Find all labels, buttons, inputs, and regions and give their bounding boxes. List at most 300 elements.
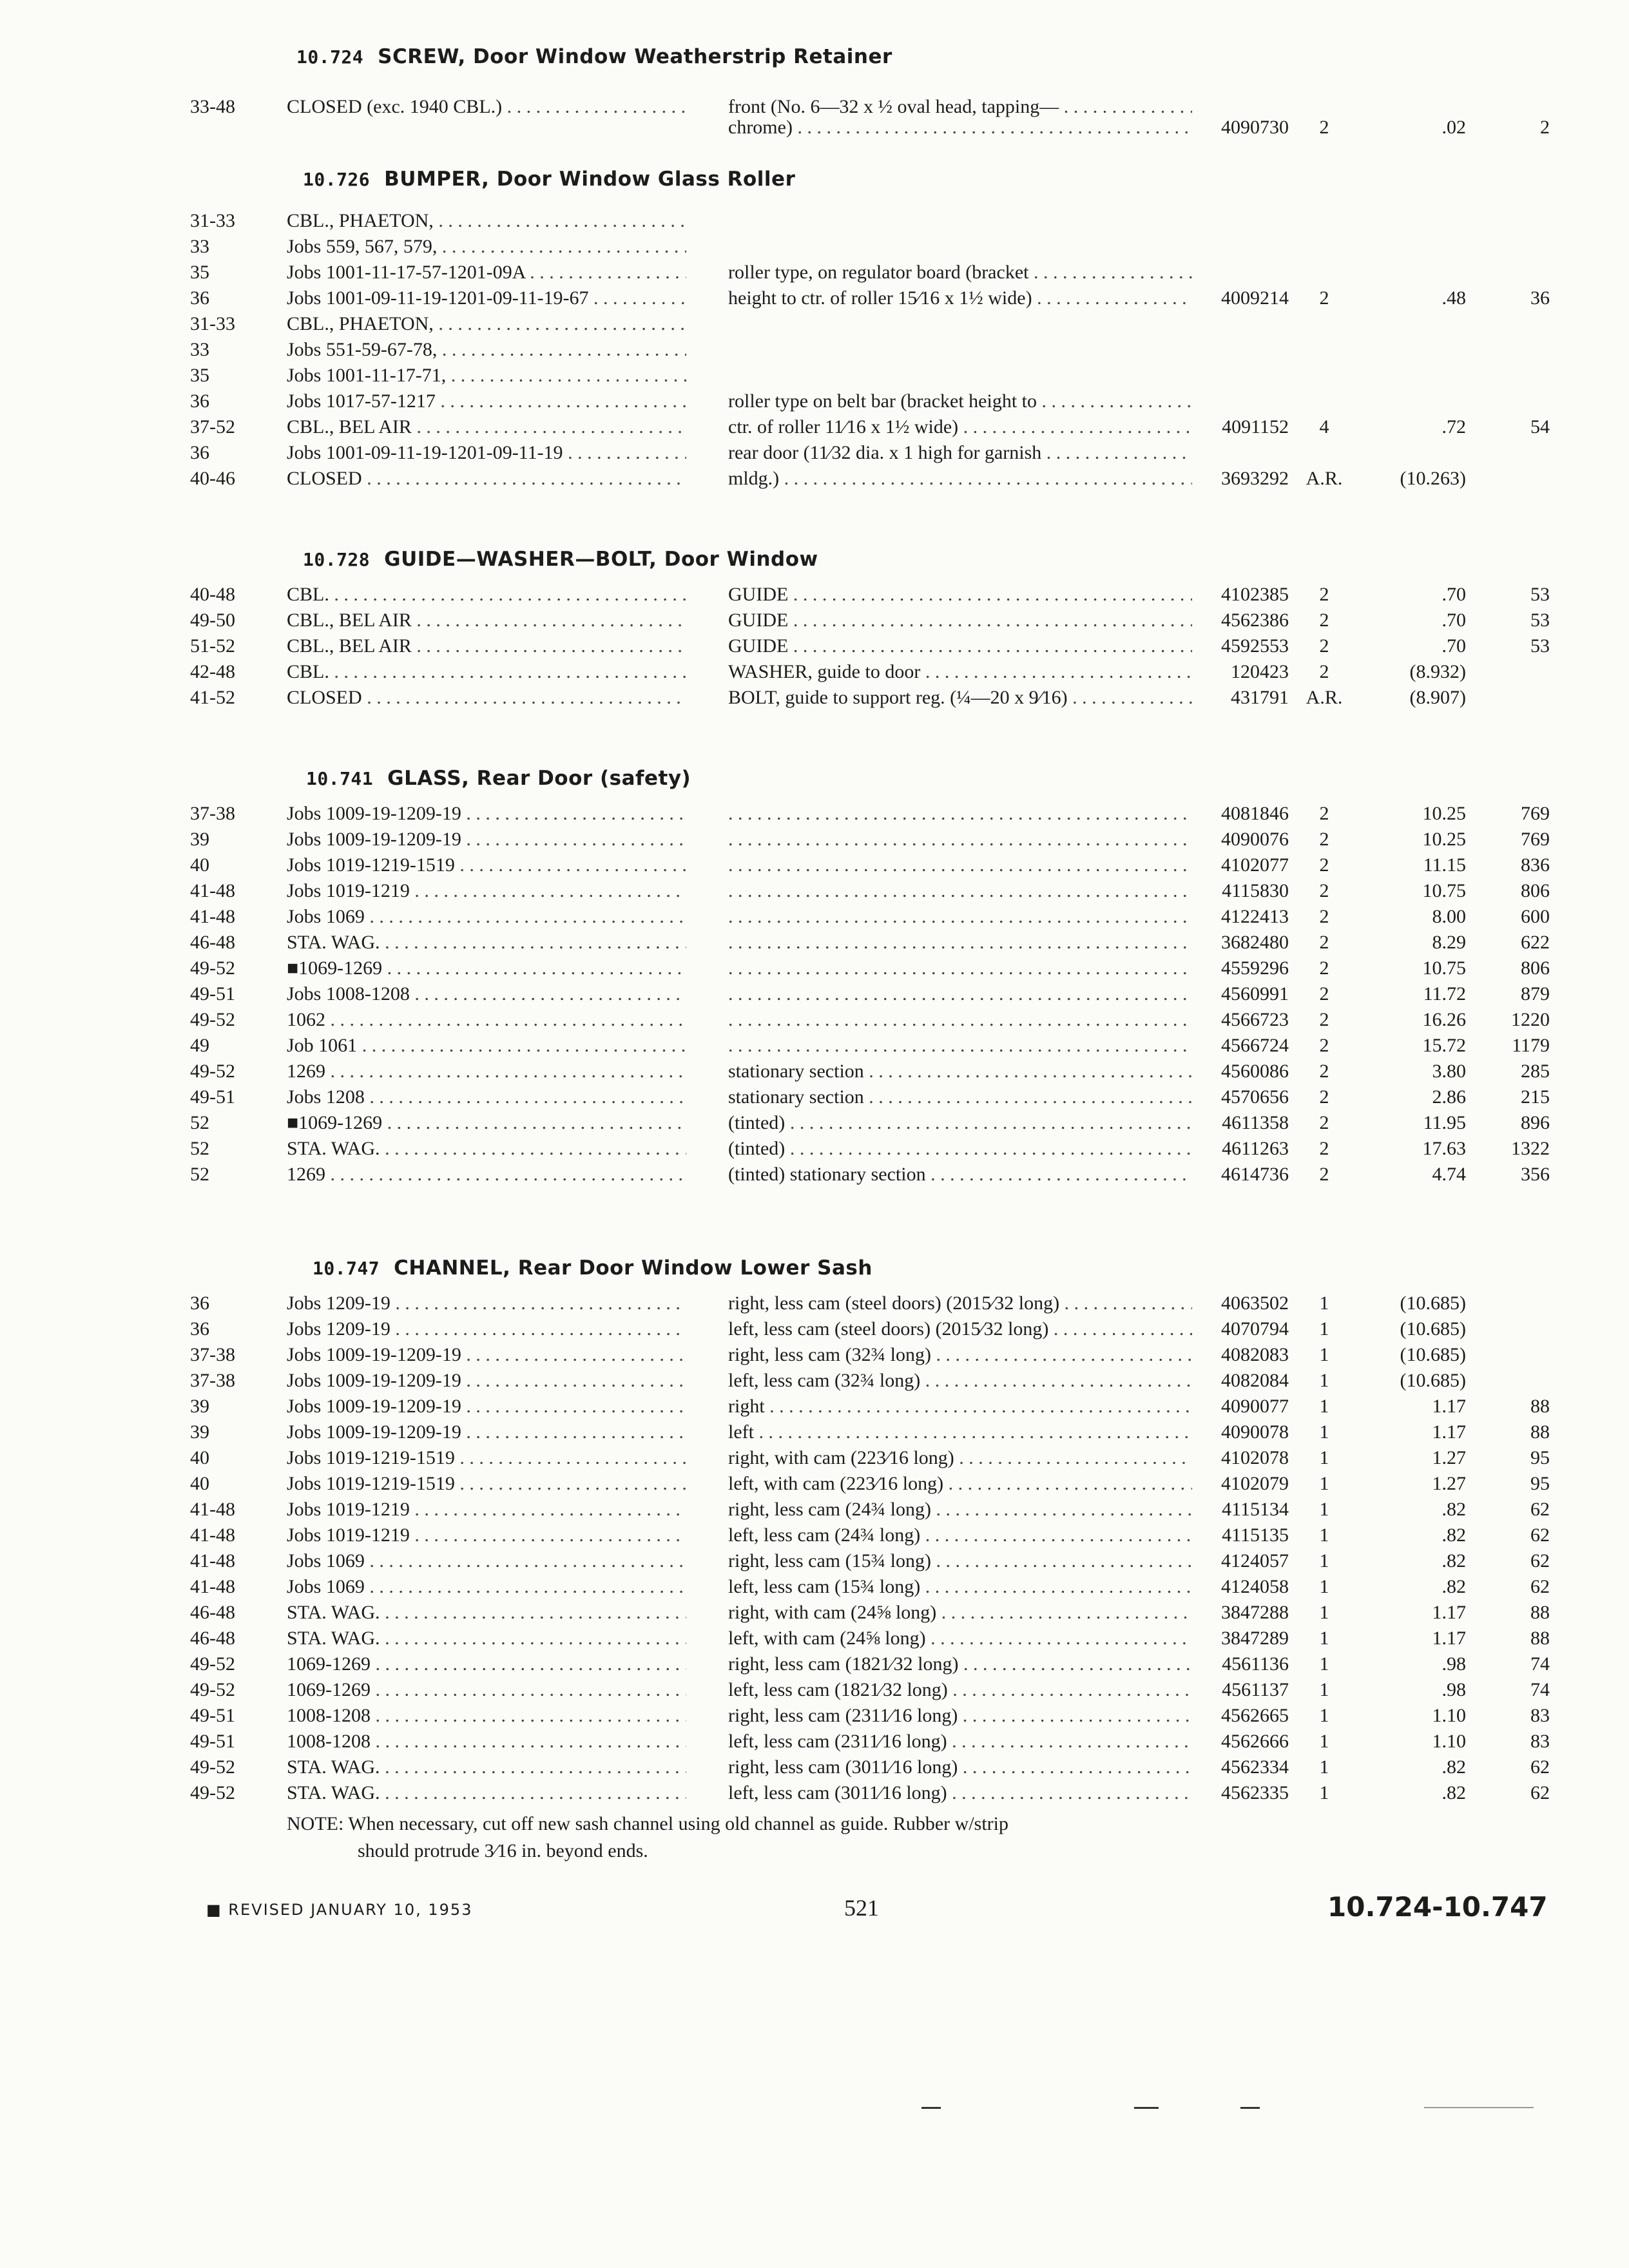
table-row	[0, 1730, 1629, 1756]
years-cell: 42-48	[190, 661, 235, 682]
table-row	[0, 441, 1629, 467]
quantity-cell: 1	[1319, 1576, 1329, 1597]
description-cell: right, less cam (steel doors) (2015⁄32 long) . . .	[728, 1292, 1192, 1315]
description-cell	[728, 931, 1192, 954]
price-cell: 17.63	[1422, 1138, 1466, 1159]
table-row	[0, 1601, 1629, 1627]
model-cell: STA. WAG. . . .	[287, 931, 686, 954]
description-cell: left, less cam (2311⁄16 long) . . .	[728, 1730, 1192, 1753]
table-row	[0, 261, 1629, 287]
model-cell: Jobs 1009-19-1209-19 . . .	[287, 1395, 686, 1418]
description-cell: height to ctr. of roller 15⁄16 x 1½ wide) . . .	[728, 287, 1192, 310]
years-cell: 49-52	[190, 1782, 235, 1803]
part-number-cell: 4090078	[1221, 1421, 1289, 1443]
scan-artifact	[1240, 2107, 1260, 2109]
price-cell: .82	[1441, 1782, 1466, 1803]
quantity-cell: 1	[1319, 1653, 1329, 1675]
quantity-cell: 2	[1319, 803, 1329, 824]
model-cell: CBL., BEL AIR . . .	[287, 635, 686, 658]
years-cell: 39	[190, 829, 209, 850]
description-cell: left, with cam (223⁄16 long) . . .	[728, 1472, 1192, 1495]
part-number-cell: 4124057	[1221, 1550, 1289, 1571]
description-cell: GUIDE . . .	[728, 583, 1192, 606]
part-number-cell: 4561137	[1222, 1679, 1289, 1700]
model-cell: Jobs 1069 . . .	[287, 1550, 686, 1573]
table-row	[0, 931, 1629, 957]
group-cell: 36	[1530, 287, 1550, 309]
group-cell: 769	[1521, 829, 1550, 850]
model-cell: CBL., BEL AIR . . .	[287, 609, 686, 632]
group-cell: 62	[1530, 1550, 1550, 1571]
model-cell: Jobs 1009-19-1209-19 . . .	[287, 1343, 686, 1367]
group-cell: 88	[1530, 1421, 1550, 1443]
quantity-cell: A.R.	[1306, 468, 1343, 489]
section-number: 10.747	[313, 1258, 380, 1279]
price-cell: (8.932)	[1409, 661, 1466, 682]
model-cell: Jobs 1019-1219 . . .	[287, 1498, 686, 1521]
table-row	[0, 905, 1629, 931]
table-row	[0, 854, 1629, 879]
section-title: CHANNEL, Rear Door Window Lower Sash	[394, 1256, 872, 1280]
part-number-cell: 4090077	[1221, 1396, 1289, 1417]
table-row	[0, 1318, 1629, 1343]
table-row	[0, 1550, 1629, 1575]
quantity-cell: 1	[1319, 1318, 1329, 1340]
table-row	[0, 1137, 1629, 1163]
section-title: GUIDE—WASHER—BOLT, Door Window	[384, 548, 818, 571]
part-number-cell: 3693292	[1221, 468, 1289, 489]
quantity-cell: 2	[1319, 854, 1329, 876]
price-cell: 10.75	[1422, 880, 1466, 901]
years-cell: 46-48	[190, 1602, 235, 1623]
years-cell: 49	[190, 1035, 209, 1056]
part-number-cell: 4009214	[1221, 287, 1289, 309]
quantity-cell: 2	[1319, 1164, 1329, 1185]
scan-artifact	[1424, 2107, 1534, 2108]
model-cell: Jobs 1009-19-1209-19 . . .	[287, 1369, 686, 1392]
price-cell: 8.00	[1432, 906, 1466, 927]
description-cell: GUIDE . . .	[728, 635, 1192, 658]
model-cell: Jobs 1001-09-11-19-1201-09-11-19 . . .	[287, 441, 686, 465]
description-cell: WASHER, guide to door . . .	[728, 660, 1192, 684]
quantity-cell: 2	[1319, 635, 1329, 657]
model-cell: Jobs 1009-19-1209-19 . . .	[287, 828, 686, 851]
price-cell: 1.10	[1432, 1731, 1466, 1752]
table-row	[0, 802, 1629, 828]
table-row	[0, 364, 1629, 390]
years-cell: 52	[190, 1138, 209, 1159]
group-cell: 879	[1521, 983, 1550, 1004]
section-heading	[303, 548, 818, 571]
description-cell: right, less cam (3011⁄16 long) . . .	[728, 1756, 1192, 1779]
quantity-cell: 2	[1319, 1009, 1329, 1030]
model-cell: Jobs 1019-1219-1519 . . .	[287, 854, 686, 877]
description-cell: front (No. 6—32 x ½ oval head, tapping— . . .	[728, 95, 1192, 119]
group-cell: 53	[1530, 610, 1550, 631]
group-cell: 74	[1530, 1679, 1550, 1700]
years-cell: 31-33	[190, 313, 235, 334]
group-cell: 95	[1530, 1473, 1550, 1494]
quantity-cell: 1	[1319, 1679, 1329, 1700]
description-cell: left, less cam (3011⁄16 long) . . .	[728, 1782, 1192, 1805]
model-cell: 1269 . . .	[287, 1060, 686, 1083]
table-row	[0, 1421, 1629, 1446]
quantity-cell: 1	[1319, 1421, 1329, 1443]
description-cell	[728, 854, 1192, 877]
price-cell: 1.27	[1432, 1447, 1466, 1468]
price-cell: (10.263)	[1400, 468, 1466, 489]
years-cell: 40	[190, 1447, 209, 1468]
years-cell: 49-52	[190, 1009, 235, 1030]
years-cell: 36	[190, 442, 209, 463]
years-cell: 41-52	[190, 687, 235, 708]
model-cell: Jobs 1019-1219 . . .	[287, 879, 686, 903]
price-cell: 1.17	[1432, 1421, 1466, 1443]
years-cell: 49-51	[190, 1086, 235, 1108]
table-row	[0, 1704, 1629, 1730]
part-number-cell: 431791	[1231, 687, 1289, 708]
price-cell: .82	[1441, 1550, 1466, 1571]
years-cell: 40	[190, 854, 209, 876]
quantity-cell: 1	[1319, 1396, 1329, 1417]
model-cell: CBL., PHAETON, . . .	[287, 312, 686, 336]
part-number-cell: 3847289	[1221, 1628, 1289, 1649]
section-heading	[306, 767, 691, 790]
model-cell: Jobs 1017-57-1217 . . .	[287, 390, 686, 413]
price-cell: (10.685)	[1400, 1370, 1466, 1391]
group-cell: 83	[1530, 1731, 1550, 1752]
scan-artifact	[1134, 2107, 1159, 2109]
model-cell: CLOSED (exc. 1940 CBL.) . . .	[287, 95, 686, 119]
price-cell: 11.72	[1423, 983, 1466, 1004]
quantity-cell: 2	[1319, 1086, 1329, 1108]
group-cell: 356	[1521, 1164, 1550, 1185]
table-row	[0, 467, 1629, 493]
group-cell: 95	[1530, 1447, 1550, 1468]
price-cell: (10.685)	[1400, 1293, 1466, 1314]
years-cell: 33	[190, 339, 209, 360]
description-cell: right, with cam (24⅝ long) . . .	[728, 1601, 1192, 1624]
table-row	[0, 983, 1629, 1008]
group-cell: 600	[1521, 906, 1550, 927]
price-cell: .98	[1441, 1679, 1466, 1700]
table-row	[0, 583, 1629, 609]
years-cell: 52	[190, 1164, 209, 1185]
part-number-cell: 4102078	[1221, 1447, 1289, 1468]
price-cell: .70	[1441, 635, 1466, 657]
quantity-cell: 4	[1319, 416, 1329, 437]
part-number-cell: 4102079	[1221, 1473, 1289, 1494]
table-row	[0, 1446, 1629, 1472]
table-row	[0, 1627, 1629, 1653]
model-cell: STA. WAG. . . .	[287, 1782, 686, 1805]
model-cell: Job 1061 . . .	[287, 1034, 686, 1057]
model-cell: 1062 . . .	[287, 1008, 686, 1032]
years-cell: 36	[190, 390, 209, 412]
part-number-cell: 4122413	[1221, 906, 1289, 927]
quantity-cell: 1	[1319, 1602, 1329, 1623]
quantity-cell: 2	[1319, 117, 1329, 138]
table-row	[0, 390, 1629, 416]
section-title: GLASS, Rear Door (safety)	[387, 767, 691, 790]
quantity-cell: 2	[1319, 584, 1329, 605]
part-number-cell: 4082083	[1221, 1344, 1289, 1365]
price-cell: 10.25	[1422, 829, 1466, 850]
group-cell: 62	[1530, 1782, 1550, 1803]
quantity-cell: 1	[1319, 1473, 1329, 1494]
table-row	[0, 116, 1629, 142]
quantity-cell: 1	[1319, 1370, 1329, 1391]
section-title: SCREW, Door Window Weatherstrip Retainer	[378, 45, 892, 68]
quantity-cell: 1	[1319, 1524, 1329, 1546]
quantity-cell: 2	[1319, 610, 1329, 631]
years-cell: 37-38	[190, 803, 235, 824]
group-cell: 1322	[1511, 1138, 1550, 1159]
years-cell: 36	[190, 287, 209, 309]
table-row	[0, 1343, 1629, 1369]
description-cell	[728, 983, 1192, 1006]
description-cell: (tinted) . . .	[728, 1137, 1192, 1160]
quantity-cell: 2	[1319, 829, 1329, 850]
quantity-cell: 2	[1319, 1138, 1329, 1159]
group-cell: 836	[1521, 854, 1550, 876]
part-number-cell: 4614736	[1221, 1164, 1289, 1185]
price-cell: (8.907)	[1409, 687, 1466, 708]
years-cell: 40-46	[190, 468, 235, 489]
years-cell: 37-52	[190, 416, 235, 437]
years-cell: 51-52	[190, 635, 235, 657]
quantity-cell: 2	[1319, 957, 1329, 979]
years-cell: 41-48	[190, 906, 235, 927]
description-cell: (tinted) stationary section . . .	[728, 1163, 1192, 1186]
description-cell: stationary section . . .	[728, 1060, 1192, 1083]
page-number: 521	[844, 1895, 879, 1921]
years-cell: 49-51	[190, 1731, 235, 1752]
description-cell: roller type on belt bar (bracket height to . . .	[728, 390, 1192, 413]
section-heading	[303, 168, 795, 191]
part-number-cell: 4562666	[1221, 1731, 1289, 1752]
part-number-cell: 4570656	[1221, 1086, 1289, 1108]
years-cell: 31-33	[190, 210, 235, 231]
part-number-cell: 4562335	[1221, 1782, 1289, 1803]
price-cell: 4.74	[1432, 1164, 1466, 1185]
table-row	[0, 287, 1629, 312]
model-cell: CBL. . . .	[287, 660, 686, 684]
group-cell: 769	[1521, 803, 1550, 824]
table-row	[0, 879, 1629, 905]
price-cell: .82	[1441, 1524, 1466, 1546]
part-number-cell: 4063502	[1221, 1293, 1289, 1314]
group-cell: 62	[1530, 1524, 1550, 1546]
description-cell: left, less cam (15¾ long) . . .	[728, 1575, 1192, 1599]
group-cell: 62	[1530, 1499, 1550, 1520]
description-cell: left, less cam (1821⁄32 long) . . .	[728, 1678, 1192, 1702]
part-number-cell: 4081846	[1221, 803, 1289, 824]
part-number-cell: 4611263	[1222, 1138, 1289, 1159]
section-heading	[313, 1256, 872, 1280]
part-number-cell: 4566724	[1221, 1035, 1289, 1056]
quantity-cell: 1	[1319, 1499, 1329, 1520]
price-cell: .70	[1441, 610, 1466, 631]
years-cell: 37-38	[190, 1370, 235, 1391]
years-cell: 49-51	[190, 983, 235, 1004]
model-cell: Jobs 1001-11-17-71, . . .	[287, 364, 686, 387]
group-cell: 1179	[1512, 1035, 1550, 1056]
price-cell: .72	[1441, 416, 1466, 437]
price-cell: .70	[1441, 584, 1466, 605]
quantity-cell: 2	[1319, 1035, 1329, 1056]
part-number-cell: 4115135	[1222, 1524, 1289, 1546]
quantity-cell: 2	[1319, 880, 1329, 901]
quantity-cell: 1	[1319, 1756, 1329, 1778]
table-row	[0, 828, 1629, 854]
quantity-cell: 1	[1319, 1344, 1329, 1365]
description-cell: GUIDE . . .	[728, 609, 1192, 632]
group-cell: 88	[1530, 1628, 1550, 1649]
quantity-cell: 2	[1319, 287, 1329, 309]
model-cell: STA. WAG. . . .	[287, 1627, 686, 1650]
part-number-cell: 4082084	[1221, 1370, 1289, 1391]
years-cell: 37-38	[190, 1344, 235, 1365]
table-row	[0, 338, 1629, 364]
description-cell: right . . .	[728, 1395, 1192, 1418]
model-cell: Jobs 1009-19-1209-19 . . .	[287, 1421, 686, 1444]
price-cell: 2.86	[1432, 1086, 1466, 1108]
price-cell: .82	[1441, 1756, 1466, 1778]
group-cell: 285	[1521, 1061, 1550, 1082]
part-number-cell: 4124058	[1221, 1576, 1289, 1597]
revision-date: ■ REVISED JANUARY 10, 1953	[206, 1901, 473, 1919]
description-cell: stationary section . . .	[728, 1086, 1192, 1109]
group-cell: 62	[1530, 1756, 1550, 1778]
note-line-1: NOTE: When necessary, cut off new sash channel using old channel as guide. Rubber w/strip	[287, 1813, 1008, 1834]
quantity-cell: 2	[1319, 906, 1329, 927]
part-number-cell: 4559296	[1221, 957, 1289, 979]
quantity-cell: 2	[1319, 1061, 1329, 1082]
table-row	[0, 957, 1629, 983]
table-row	[0, 1086, 1629, 1111]
years-cell: 41-48	[190, 1576, 235, 1597]
section-title: BUMPER, Door Window Glass Roller	[384, 168, 796, 191]
part-number-cell: 4561136	[1222, 1653, 1289, 1675]
quantity-cell: 1	[1319, 1782, 1329, 1803]
price-cell: 1.17	[1432, 1602, 1466, 1623]
price-cell: 1.27	[1432, 1473, 1466, 1494]
model-cell: Jobs 1069 . . .	[287, 905, 686, 928]
model-cell: Jobs 1008-1208 . . .	[287, 983, 686, 1006]
model-cell: Jobs 559, 567, 579, . . .	[287, 235, 686, 258]
quantity-cell: 1	[1319, 1705, 1329, 1726]
price-cell: 10.75	[1422, 957, 1466, 979]
group-cell: 88	[1530, 1602, 1550, 1623]
model-cell: ■1069-1269 . . .	[287, 957, 686, 980]
part-number-cell: 4115134	[1222, 1499, 1289, 1520]
group-cell: 53	[1530, 635, 1550, 657]
table-row	[0, 660, 1629, 686]
table-row	[0, 1060, 1629, 1086]
years-cell: 46-48	[190, 1628, 235, 1649]
table-row	[0, 1756, 1629, 1782]
section-number: 10.726	[303, 169, 371, 190]
group-cell: 62	[1530, 1576, 1550, 1597]
table-row	[0, 609, 1629, 635]
years-cell: 49-52	[190, 1653, 235, 1675]
part-number-cell: 4566723	[1221, 1009, 1289, 1030]
group-cell: 2	[1540, 117, 1550, 138]
group-cell: 54	[1530, 416, 1550, 437]
group-cell: 896	[1521, 1112, 1550, 1133]
years-cell: 41-48	[190, 880, 235, 901]
quantity-cell: 1	[1319, 1447, 1329, 1468]
years-cell: 41-48	[190, 1550, 235, 1571]
model-cell: Jobs 1019-1219-1519 . . .	[287, 1472, 686, 1495]
model-cell: Jobs 1209-19 . . .	[287, 1292, 686, 1315]
model-cell: Jobs 1208 . . .	[287, 1086, 686, 1109]
part-number-cell: 4115830	[1222, 880, 1289, 901]
quantity-cell: 1	[1319, 1628, 1329, 1649]
description-cell: right, less cam (24¾ long) . . .	[728, 1498, 1192, 1521]
table-row	[0, 1472, 1629, 1498]
price-cell: .82	[1441, 1499, 1466, 1520]
group-cell: 83	[1530, 1705, 1550, 1726]
years-cell: 39	[190, 1421, 209, 1443]
description-cell: left, less cam (24¾ long) . . .	[728, 1524, 1192, 1547]
model-cell: 1069-1269 . . .	[287, 1653, 686, 1676]
description-cell: roller type, on regulator board (bracket . . .	[728, 261, 1192, 284]
description-cell	[728, 828, 1192, 851]
model-cell: CBL., PHAETON, . . .	[287, 209, 686, 233]
part-number-cell: 3847288	[1221, 1602, 1289, 1623]
group-cell: 215	[1521, 1086, 1550, 1108]
description-cell	[728, 1008, 1192, 1032]
description-cell: right, less cam (2311⁄16 long) . . .	[728, 1704, 1192, 1727]
table-row	[0, 416, 1629, 441]
table-row	[0, 1395, 1629, 1421]
part-number-cell: 4091152	[1222, 416, 1289, 437]
part-number-cell: 4562386	[1221, 610, 1289, 631]
price-cell: .48	[1441, 287, 1466, 309]
model-cell: ■1069-1269 . . .	[287, 1111, 686, 1135]
table-row	[0, 312, 1629, 338]
description-cell: chrome) . . .	[728, 116, 1192, 139]
part-number-cell: 4611358	[1222, 1112, 1289, 1133]
table-row	[0, 1369, 1629, 1395]
quantity-cell: A.R.	[1306, 687, 1343, 708]
table-row	[0, 635, 1629, 660]
model-cell: 1069-1269 . . .	[287, 1678, 686, 1702]
description-cell: BOLT, guide to support reg. (¼—20 x 9⁄16) . . .	[728, 686, 1192, 709]
years-cell: 49-52	[190, 957, 235, 979]
model-cell: 1269 . . .	[287, 1163, 686, 1186]
quantity-cell: 1	[1319, 1293, 1329, 1314]
price-cell: (10.685)	[1400, 1318, 1466, 1340]
table-row	[0, 1034, 1629, 1060]
part-number-cell: 3682480	[1221, 932, 1289, 953]
quantity-cell: 2	[1319, 661, 1329, 682]
description-cell: right, with cam (223⁄16 long) . . .	[728, 1446, 1192, 1470]
description-cell: right, less cam (15¾ long) . . .	[728, 1550, 1192, 1573]
years-cell: 33-48	[190, 96, 235, 117]
section-number: 10.728	[303, 549, 371, 570]
description-cell	[728, 905, 1192, 928]
price-cell: 1.10	[1432, 1705, 1466, 1726]
table-row	[0, 1163, 1629, 1189]
price-cell: 11.15	[1423, 854, 1466, 876]
price-cell: .02	[1441, 117, 1466, 138]
model-cell: Jobs 1209-19 . . .	[287, 1318, 686, 1341]
description-cell: (tinted) . . .	[728, 1111, 1192, 1135]
quantity-cell: 1	[1319, 1550, 1329, 1571]
